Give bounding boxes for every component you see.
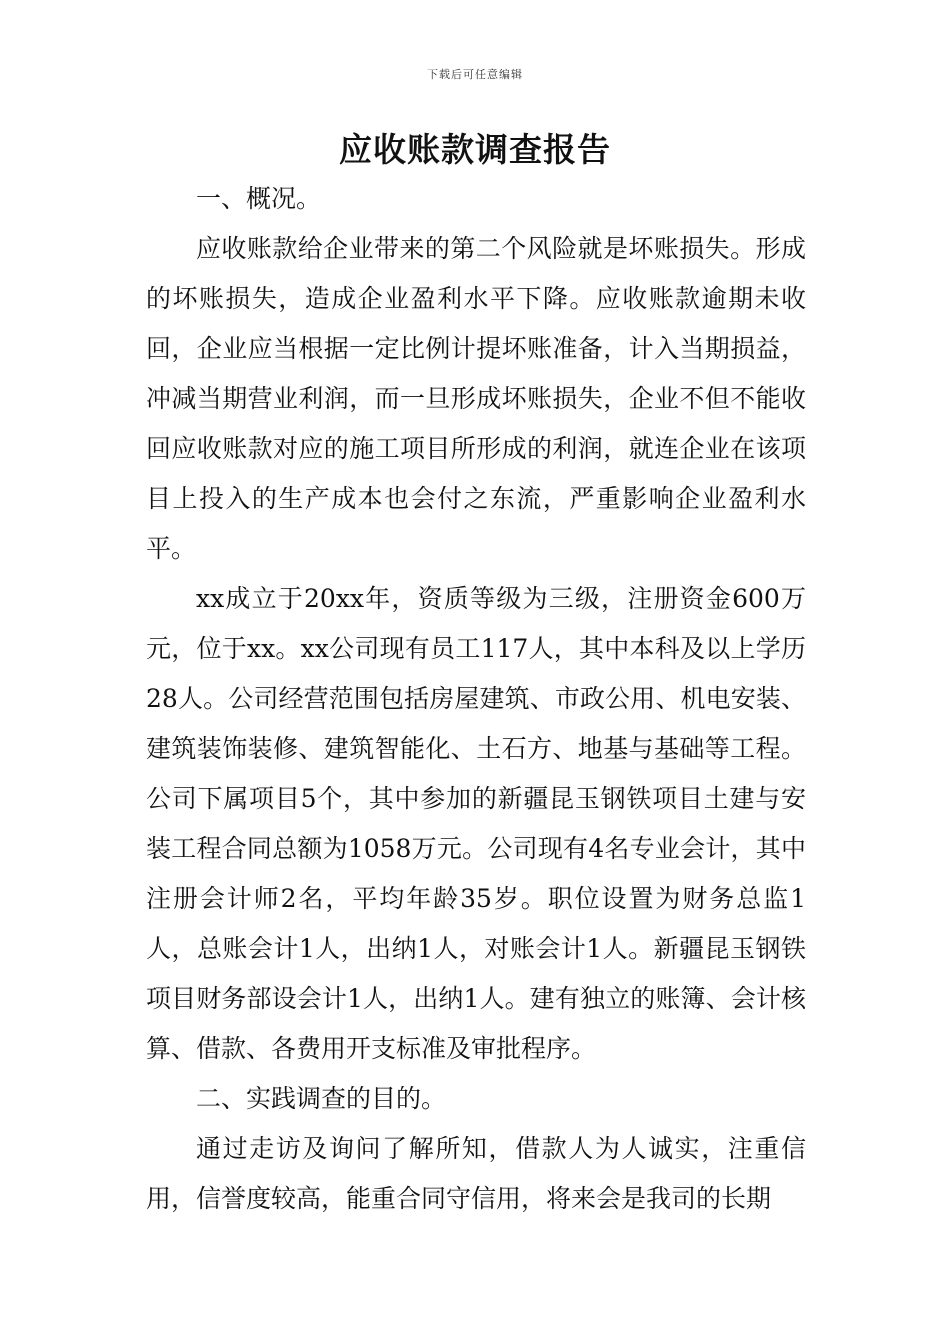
- section-heading-overview: 一、概况。: [196, 184, 322, 213]
- document-title: 应收账款调查报告: [339, 130, 611, 169]
- paragraph-investigation-findings: 通过走访及询问了解所知，借款人为人诚实，注重信用，信誉度较高，能重合同守信用，将来会是我司的长期: [146, 1134, 806, 1213]
- page-header-note: 下载后可任意编辑: [427, 68, 523, 81]
- section-heading-purpose: 二、实践调查的目的。: [196, 1084, 447, 1113]
- paragraph-company-profile: xx成立于20xx年，资质等级为三级，注册资金600万元，位于xx。xx公司现有员工117人，其中本科及以上学历28人。公司经营范围包括房屋建筑、市政公用、机电安装、建筑装饰装修、建筑智能化、土石方、地基与基础等工程。公司下属项目5个，其中参加的新疆昆玉钢铁项目土建与安装工程合同总额为1058万元。公司现有4名专业会计，其中注册会计师2名，平均年龄35岁。职位设置为财务总监1人，总账会计1人，出纳1人，对账会计1人。新疆昆玉钢铁项目财务部设会计1人，出纳1人。建有独立的账簿、会计核算、借款、各费用开支标准及审批程序。: [146, 584, 806, 1063]
- paragraph-bad-debt-risk: 应收账款给企业带来的第二个风险就是坏账损失。形成的坏账损失，造成企业盈利水平下降。应收账款逾期未收回，企业应当根据一定比例计提坏账准备，计入当期损益，冲减当期营业利润，而一旦形成坏账损失，企业不但不能收回应收账款对应的施工项目所形成的利润，就连企业在该项目上投入的生产成本也会付之东流，严重影响企业盈利水平。: [146, 234, 806, 563]
- document-body: [146, 174, 806, 1224]
